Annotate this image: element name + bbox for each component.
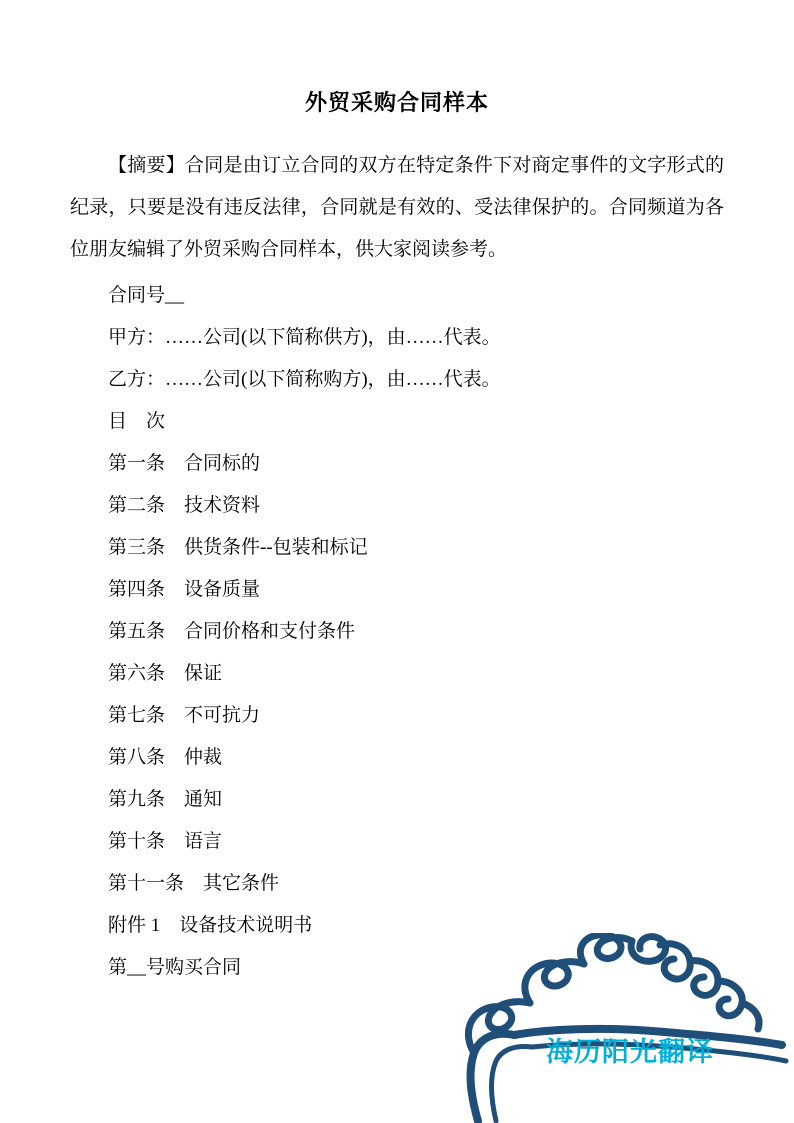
toc-item: 第三条 供货条件--包装和标记 <box>108 536 368 558</box>
toc-item: 第十条 语言 <box>108 830 223 852</box>
watermark-text: 海历阳光翻译 <box>546 1037 714 1068</box>
toc-item: 第六条 保证 <box>108 662 223 684</box>
toc-item: 附件 1 设备技术说明书 <box>108 914 313 936</box>
toc-item: 第一条 合同标的 <box>108 452 261 474</box>
party-b-line: 乙方：……公司(以下简称购方)，由……代表。 <box>108 368 501 390</box>
toc-item: 第八条 仲裁 <box>108 746 223 768</box>
abstract-paragraph: 【摘要】合同是由订立合同的双方在特定条件下对商定事件的文字形式的纪录，只要是没有违反法律，合同就是有效的、受法律保护的。合同频道为各位朋友编辑了外贸采购合同样本，供大家阅读参考。 <box>70 154 724 260</box>
party-a-line: 甲方：……公司(以下简称供方)，由……代表。 <box>108 326 501 348</box>
page-title: 外贸采购合同样本 <box>304 90 489 115</box>
toc-item: 第二条 技术资料 <box>108 494 261 516</box>
toc-item: 第__号购买合同 <box>108 956 242 978</box>
contract-number-line: 合同号__ <box>108 284 185 306</box>
toc-item: 第十一条 其它条件 <box>108 872 280 894</box>
toc-item: 第五条 合同价格和支付条件 <box>108 620 356 642</box>
toc-item: 第七条 不可抗力 <box>108 704 261 726</box>
toc-heading: 目 次 <box>108 410 166 432</box>
toc-item: 第四条 设备质量 <box>108 578 261 600</box>
toc-item: 第九条 通知 <box>108 788 223 810</box>
